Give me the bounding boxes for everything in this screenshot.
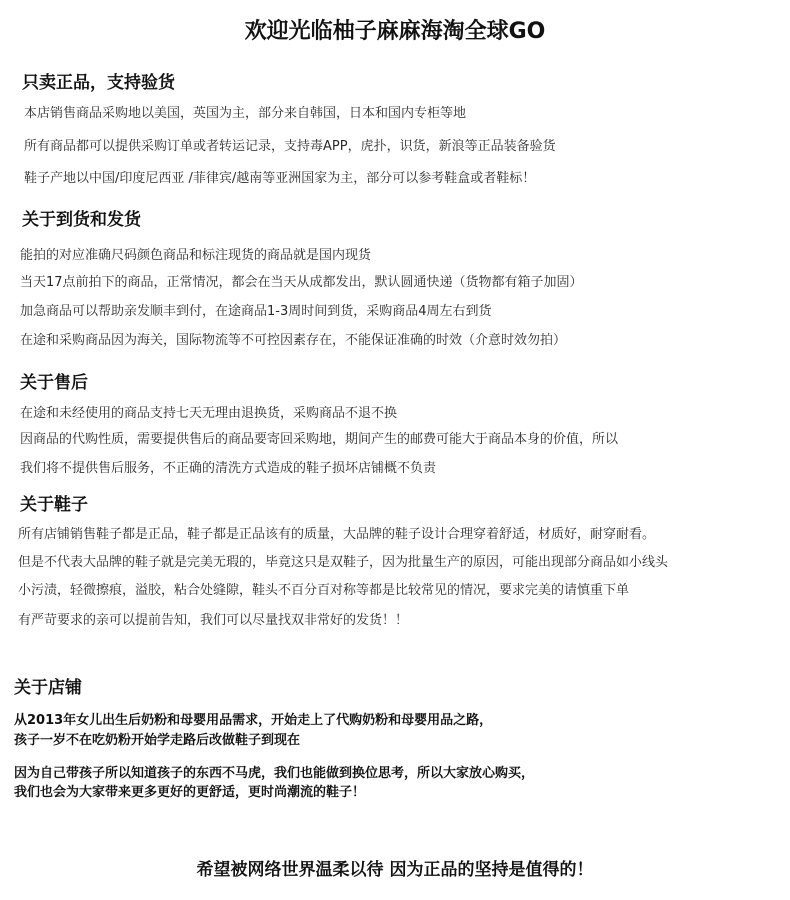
- footer-slogan: 希望被网络世界温柔以待 因为正品的坚持是值得的！: [196, 860, 594, 880]
- section-line: 小污渍，轻微擦痕，溢胶，粘合处缝隙，鞋头不百分百对称等都是比较常见的情况，要求完美的请慎重下单: [18, 583, 630, 598]
- section-line: 在途和采购商品因为海关，国际物流等不可控因素存在，不能保证准确的时效（介意时效勿拍）: [20, 333, 567, 348]
- section-line: 孩子一岁不在吃奶粉开始学走路后改做鞋子到现在: [14, 733, 301, 748]
- section-line: 从2013年女儿出生后奶粉和母婴用品需求，开始走上了代购奶粉和母婴用品之路，: [14, 713, 493, 728]
- section-line: 有严苛要求的亲可以提前告知，我们可以尽量找双非常好的发货！！: [18, 613, 409, 628]
- section-line: 我们将不提供售后服务，不正确的清洗方式造成的鞋子损坏店铺概不负责: [20, 461, 437, 476]
- section-line: 在途和未经使用的商品支持七天无理由退换货，采购商品不退不换: [20, 406, 398, 421]
- section-heading-shoes: 关于鞋子: [20, 495, 88, 515]
- section-line: 所有店铺销售鞋子都是正品，鞋子都是正品该有的质量，大品牌的鞋子设计合理穿着舒适，材质好，耐穿耐看。: [18, 527, 656, 542]
- section-line: 加急商品可以帮助亲发顺丰到付，在途商品1-3周时间到货，采购商品4周左右到货: [20, 304, 492, 319]
- section-line: 能拍的对应准确尺码颜色商品和标注现货的商品就是国内现货: [20, 248, 372, 263]
- section-heading-aftersales: 关于售后: [20, 373, 88, 393]
- section-line: 本店销售商品采购地以美国，英国为主，部分来自韩国，日本和国内专柜等地: [24, 106, 467, 121]
- section-line: 鞋子产地以中国/印度尼西亚 /菲律宾/越南等亚洲国家为主，部分可以参考鞋盒或者鞋标！: [24, 171, 536, 186]
- section-line: 但是不代表大品牌的鞋子就是完美无瑕的，毕竟这只是双鞋子，因为批量生产的原因，可能出现部分商品如小线头: [18, 555, 669, 570]
- section-line: 因商品的代购性质，需要提供售后的商品要寄回采购地，期间产生的邮费可能大于商品本身的价值，所以: [20, 432, 619, 447]
- section-heading-store: 关于店铺: [14, 678, 82, 698]
- section-line: 所有商品都可以提供采购订单或者转运记录，支持毒APP，虎扑，识货，新浪等正品装备验货: [24, 139, 556, 154]
- section-heading-shipping: 关于到货和发货: [22, 210, 141, 230]
- section-line: 我们也会为大家带来更多更好的更舒适，更时尚潮流的鞋子！: [14, 785, 366, 800]
- section-line: 因为自己带孩子所以知道孩子的东西不马虎，我们也能做到换位思考，所以大家放心购买，: [14, 766, 535, 781]
- section-heading-authentic: 只卖正品，支持验货: [22, 73, 175, 93]
- section-line: 当天17点前拍下的商品，正常情况，都会在当天从成都发出，默认圆通快递（货物都有箱子加固）: [20, 275, 583, 290]
- page-title: 欢迎光临柚子麻麻海淘全球GO: [244, 19, 546, 44]
